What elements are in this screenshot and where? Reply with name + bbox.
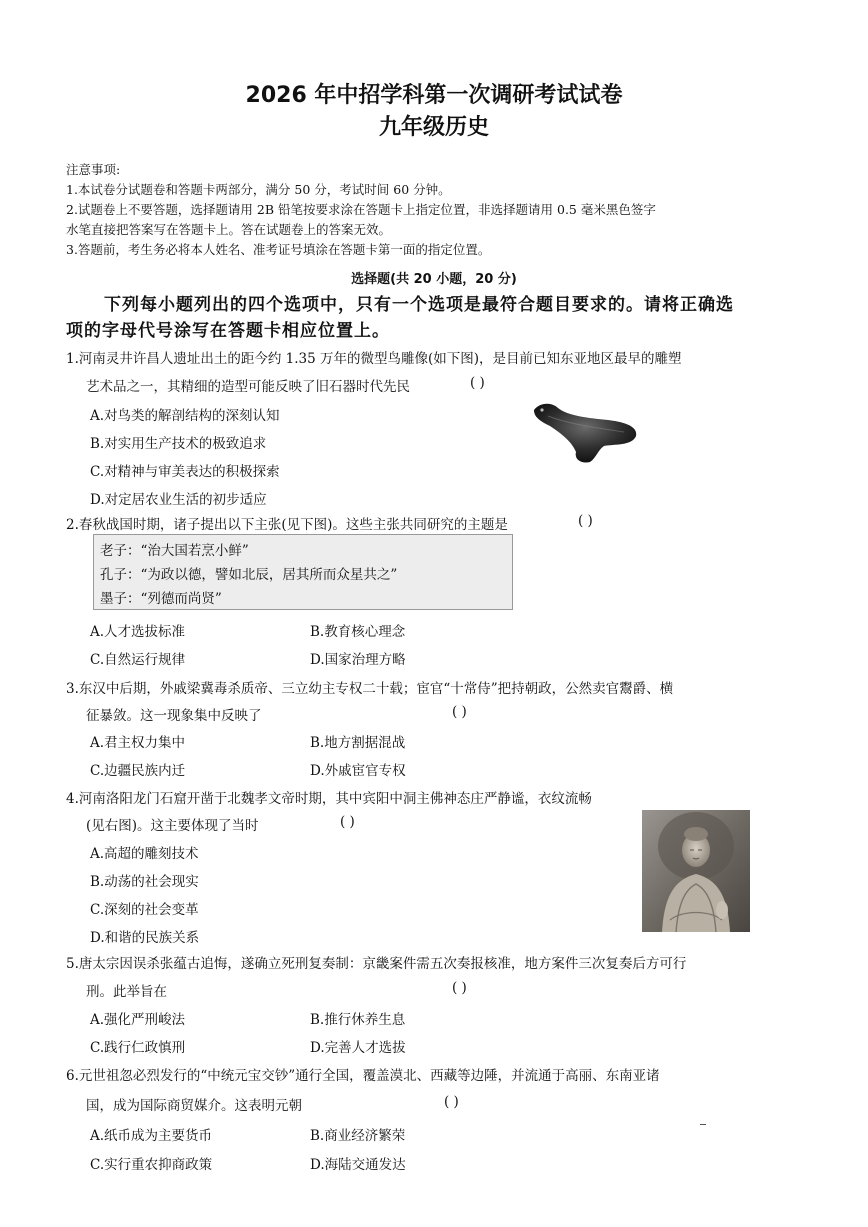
question-2-option-b: B.教育核心理念 [310, 624, 406, 640]
question-1-option-d: D.对定居农业生活的初步适应 [90, 492, 267, 508]
question-1-option-b: B.对实用生产技术的极致追求 [90, 436, 267, 452]
stray-mark [700, 1124, 706, 1125]
question-2-option-a: A.人才选拔标准 [90, 624, 186, 640]
question-4-stem-cont: (见右图)。这主要体现了当时 [86, 818, 259, 834]
question-4-option-d: D.和谐的民族关系 [90, 930, 200, 946]
question-4-option-a: A.高超的雕刻技术 [90, 846, 199, 862]
question-5-stem-cont: 刑。此举旨在 [86, 984, 167, 1000]
section-instruction: 下列每小题列出的四个选项中，只有一个选项是最符合题目要求的。请将正确选 [104, 295, 734, 315]
note-item: 1.本试卷分试题卷和答题卡两部分，满分 50 分，考试时间 60 分钟。 [66, 182, 451, 197]
question-5-stem: 5.唐太宗因误杀张蕴古追悔，遂确立死刑复奏制：京畿案件需五次奏报核准，地方案件三次复奏后方可行 [66, 956, 687, 972]
question-3-option-a: A.君主权力集中 [90, 735, 186, 751]
question-3-option-d: D.外戚宦官专权 [310, 763, 406, 779]
question-5-option-c: C.践行仁政慎刑 [90, 1040, 186, 1056]
buddha-statue-image [642, 810, 750, 932]
note-item: 3.答题前，考生务必将本人姓名、准考证号填涂在答题卡第一面的指定位置。 [66, 242, 491, 257]
question-4-blank: ( ) [340, 814, 355, 830]
question-3-option-c: C.边疆民族内迁 [90, 763, 186, 779]
question-2-option-c: C.自然运行规律 [90, 652, 186, 668]
question-1-option-a: A.对鸟类的解剖结构的深刻认知 [90, 408, 280, 424]
question-3-stem-cont: 征暴敛。这一现象集中反映了 [86, 708, 262, 724]
bird-figurine-image [528, 396, 644, 468]
question-6-stem-cont: 国，成为国际商贸媒介。这表明元朝 [86, 1098, 302, 1114]
question-6-option-b: B.商业经济繁荣 [310, 1128, 406, 1144]
note-item: 水笔直接把答案写在答题卡上。答在试题卷上的答案无效。 [66, 222, 392, 237]
question-3-blank: ( ) [452, 704, 467, 720]
question-2-option-d: D.国家治理方略 [310, 652, 406, 668]
question-6-blank: ( ) [444, 1094, 459, 1110]
section-instruction-cont: 项的字母代号涂写在答题卡相应位置上。 [66, 321, 390, 341]
question-1-blank: ( ) [470, 375, 485, 391]
note-item: 2.试题卷上不要答题，选择题请用 2B 铅笔按要求涂在答题卡上指定位置，非选择题请用 0.5 毫米黑色签字 [66, 202, 656, 217]
question-4-stem: 4.河南洛阳龙门石窟开凿于北魏孝文帝时期，其中宾阳中洞主佛神态庄严静谧，衣纹流畅 [66, 791, 592, 807]
question-6-option-d: D.海陆交通发达 [310, 1157, 406, 1173]
quote-kongzi: 孔子：“为政以德，譬如北辰，居其所而众星共之” [100, 567, 398, 583]
exam-title: 2026 年中招学科第一次调研考试试卷 [245, 83, 623, 108]
question-6-stem: 6.元世祖忽必烈发行的“中统元宝交钞”通行全国，覆盖漠北、西藏等边陲，并流通于高丽、东南亚诸 [66, 1068, 660, 1084]
quote-laozi: 老子：“治大国若烹小鲜” [100, 543, 249, 559]
question-5-option-b: B.推行休养生息 [310, 1012, 406, 1028]
question-5-option-a: A.强化严刑峻法 [90, 1012, 186, 1028]
question-1-stem: 1.河南灵井许昌人遗址出土的距今约 1.35 万年的微型鸟雕像(如下图)，是目前已知东亚地区最早的雕塑 [66, 351, 682, 367]
question-5-blank: ( ) [452, 980, 467, 996]
question-6-option-c: C.实行重农抑商政策 [90, 1157, 213, 1173]
question-5-option-d: D.完善人才选拔 [310, 1040, 406, 1056]
question-3-option-b: B.地方割据混战 [310, 735, 406, 751]
question-4-option-c: C.深刻的社会变革 [90, 902, 199, 918]
question-2-blank: ( ) [578, 513, 593, 529]
question-3-stem: 3.东汉中后期，外戚梁冀毒杀质帝、三立幼主专权二十载；宦官“十常侍”把持朝政，公然卖官鬻爵、横 [66, 681, 674, 697]
question-4-option-b: B.动荡的社会现实 [90, 874, 199, 890]
question-2-stem: 2.春秋战国时期，诸子提出以下主张(见下图)。这些主张共同研究的主题是 [66, 517, 508, 533]
quote-mozi: 墨子：“列德而尚贤” [100, 591, 222, 607]
quotes-box [93, 534, 513, 610]
section-title: 选择题(共 20 小题，20 分) [351, 272, 517, 287]
question-6-option-a: A.纸币成为主要货币 [90, 1128, 213, 1144]
exam-subtitle: 九年级历史 [378, 115, 489, 140]
question-1-stem-cont: 艺术品之一，其精细的造型可能反映了旧石器时代先民 [86, 379, 410, 395]
question-1-option-c: C.对精神与审美表达的积极探索 [90, 464, 280, 480]
notes-heading: 注意事项: [66, 162, 121, 177]
